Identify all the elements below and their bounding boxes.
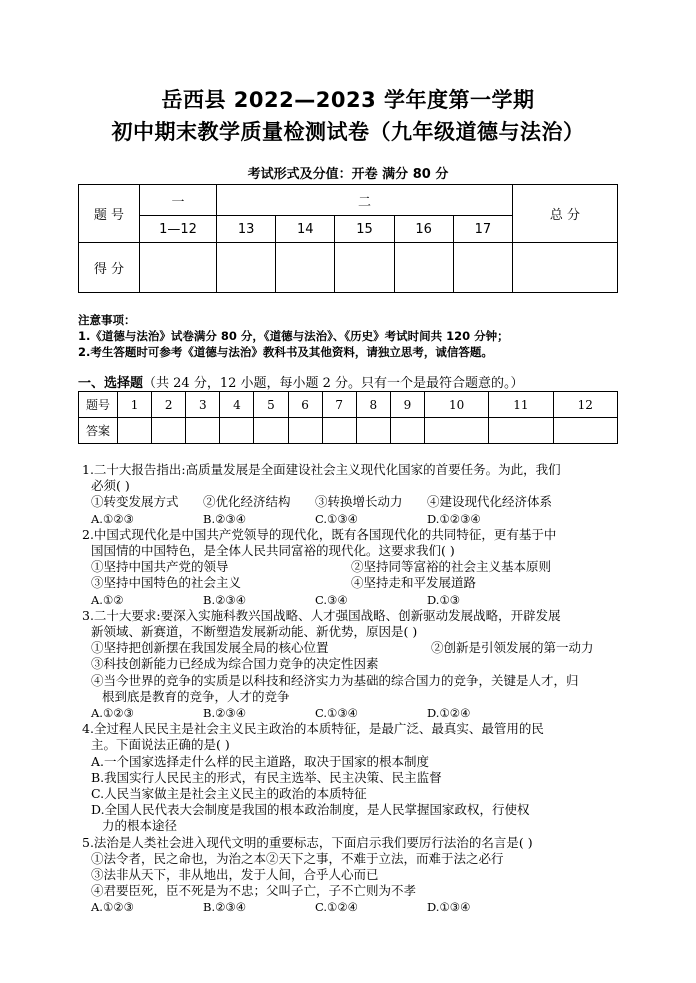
choice: D.①②④ [427,706,471,721]
answer-label-answer: 答案 [79,418,118,444]
answer-number: 6 [288,392,322,418]
score-cell[interactable] [140,243,217,293]
score-cell[interactable] [276,243,335,293]
option: ③法非从天下，非从地出，发于人间，合乎人心而已 [91,867,379,883]
option: 力的根本途径 [102,818,178,834]
score-col: 13 [217,216,276,243]
option: ④坚持走和平发展道路 [351,575,477,591]
choice: C.①②④ [315,900,358,915]
score-total-cell[interactable] [513,243,618,293]
option: ③科技创新能力已经成为综合国力竞争的决定性因素 [91,656,379,672]
question-stem: 新领域、新赛道，不断塑造发展新动能、新优势，原因是( ) [91,624,418,640]
question-1 [82,462,642,527]
question-stem: 必须( ) [91,478,130,494]
answer-number: 2 [152,392,186,418]
choice: C.①③④ [315,706,358,721]
score-col: 14 [276,216,335,243]
question-3 [82,608,642,721]
score-col: 17 [453,216,512,243]
answer-number: 7 [322,392,356,418]
answer-label-number: 题号 [79,392,118,418]
option: ①转变发展方式 [91,494,179,510]
option: ④当今世界的竞争的实质是以科技和经济实力为基础的综合国力的竞争，关键是人才，归 [91,672,579,688]
answer-number: 3 [186,392,220,418]
option: ③坚持中国特色的社会主义 [91,575,242,591]
choice: B.②③④ [203,511,247,526]
option: A.一个国家选择走什么样的民主道路，取决于国家的根本制度 [91,753,430,769]
section1-heading [78,372,524,391]
answer-cell[interactable] [288,418,322,444]
score-total-header: 总 分 [513,185,618,243]
choice: B.②③④ [203,706,247,721]
option: ②坚持同等富裕的社会主义基本原则 [351,559,552,575]
option: ①坚持中国共产党的领导 [91,559,229,575]
answer-cell[interactable] [390,418,424,444]
choice: B.②③④ [203,592,247,607]
answer-cell[interactable] [489,418,553,444]
score-cell[interactable] [394,243,453,293]
choice: A.①②③ [91,900,134,915]
score-section1: 一 [140,185,217,216]
answer-cell[interactable] [553,418,617,444]
choice: D.①③④ [427,900,471,915]
answer-cell[interactable] [356,418,390,444]
exam-title-line1: 岳西县 2022—2023 学年度第一学期 [161,88,535,112]
score-row-label-score: 得 分 [79,243,140,293]
answer-number: 1 [118,392,152,418]
score-cell[interactable] [335,243,394,293]
option: ③转换增长动力 [315,494,403,510]
choice: A.①②③ [91,511,134,526]
answer-cell[interactable] [322,418,356,444]
answer-cell[interactable] [186,418,220,444]
answer-number: 10 [424,392,488,418]
choice: A.①② [91,592,124,607]
answer-number: 12 [553,392,617,418]
question-stem: 5.法治是人类社会进入现代文明的重要标志，下面启示我们要厉行法治的名言是( ) [82,834,533,850]
answer-choices [82,592,642,608]
option-row [82,640,642,656]
choice: B.②③④ [203,900,247,915]
answer-cell[interactable] [152,418,186,444]
option: C.人民当家做主是社会主义民主的政治的本质特征 [91,786,367,802]
question-stem: 4.全过程人民民主是社会主义民主政治的本质特征，是最广泛、最真实、最管用的民 [82,721,544,737]
score-col: 15 [335,216,394,243]
option-row [82,494,642,510]
answer-number: 4 [220,392,254,418]
choice: C.①③④ [315,511,358,526]
option-row [82,575,642,591]
choice: D.①②③④ [427,511,481,526]
choice: D.①③ [427,592,461,607]
option: ④君要臣死，臣不死是为不忠；父叫子亡，子不亡则为不孝 [91,883,417,899]
section1-desc: （共 24 分，12 小题，每小题 2 分。只有一个是最符合题意的。） [143,376,524,391]
answer-cell[interactable] [220,418,254,444]
choice: C.③④ [315,592,348,607]
option: 根到底是教育的竞争，人才的竞争 [102,688,290,704]
score-table [78,184,618,293]
notes-item: 1.《道德与法治》试卷满分 80 分，《道德与法治》、《历史》考试时间共 120 分钟； [78,329,509,343]
option: B.我国实行人民民主的形式，有民主选举、民主决策、民主监督 [91,769,442,785]
answer-number: 5 [254,392,288,418]
question-stem: 3.二十大要求:要深入实施科教兴国战略、人才强国战略、创新驱动发展战略，开辟发展 [82,607,561,623]
score-row-label-number: 题 号 [79,185,140,243]
option: D.全国人民代表大会制度是我国的根本政治制度，是人民掌握国家政权，行使权 [91,802,530,818]
answer-table [78,391,618,444]
score-section2: 二 [217,185,513,216]
question-5 [82,835,642,916]
notes-heading: 注意事项： [78,313,136,327]
exam-title-line2: 初中期末教学质量检测试卷（九年级道德与法治） [111,120,585,144]
answer-number: 11 [489,392,553,418]
question-stem: 1.二十大报告指出:高质量发展是全面建设社会主义现代化国家的首要任务。为此，我们 [82,462,561,477]
option: ①法令者，民之命也，为治之本②天下之事，不难于立法，而难于法之必行 [91,850,504,866]
answer-cell[interactable] [118,418,152,444]
score-col: 1—12 [140,216,217,243]
notes [78,312,509,360]
question-stem: 国国情的中国特色，是全体人民共同富裕的现代化。这要求我们( ) [91,543,455,559]
question-4 [82,721,642,834]
option-row [82,559,642,575]
question-2 [82,527,642,608]
question-stem: 2.中国式现代化是中国共产党领导的现代化，既有各国现代化的共同特征，更有基于中 [82,526,557,542]
score-col: 16 [394,216,453,243]
section1-title: 一、选择题 [78,376,144,391]
answer-number: 9 [390,392,424,418]
score-cell[interactable] [217,243,276,293]
answer-number: 8 [356,392,390,418]
answer-choices [82,899,642,915]
questions [82,462,642,916]
answer-cell[interactable] [424,418,488,444]
option: ②优化经济结构 [203,494,291,510]
question-stem: 主。下面说法正确的是( ) [91,737,230,753]
answer-choices [82,511,642,527]
option: ①坚持把创新摆在我国发展全局的核心位置 [91,640,329,656]
choice: A.①②③ [91,706,134,721]
score-cell[interactable] [453,243,512,293]
option: ②创新是引领发展的第一动力 [431,640,594,656]
answer-choices [82,705,642,721]
exam-info: 考试形式及分值：开卷 满分 80 分 [247,167,449,182]
option: ④建设现代化经济体系 [427,494,553,510]
answer-cell[interactable] [254,418,288,444]
notes-item: 2.考生答题时可参考《道德与法治》教科书及其他资料，请独立思考，诚信答题。 [78,345,493,359]
